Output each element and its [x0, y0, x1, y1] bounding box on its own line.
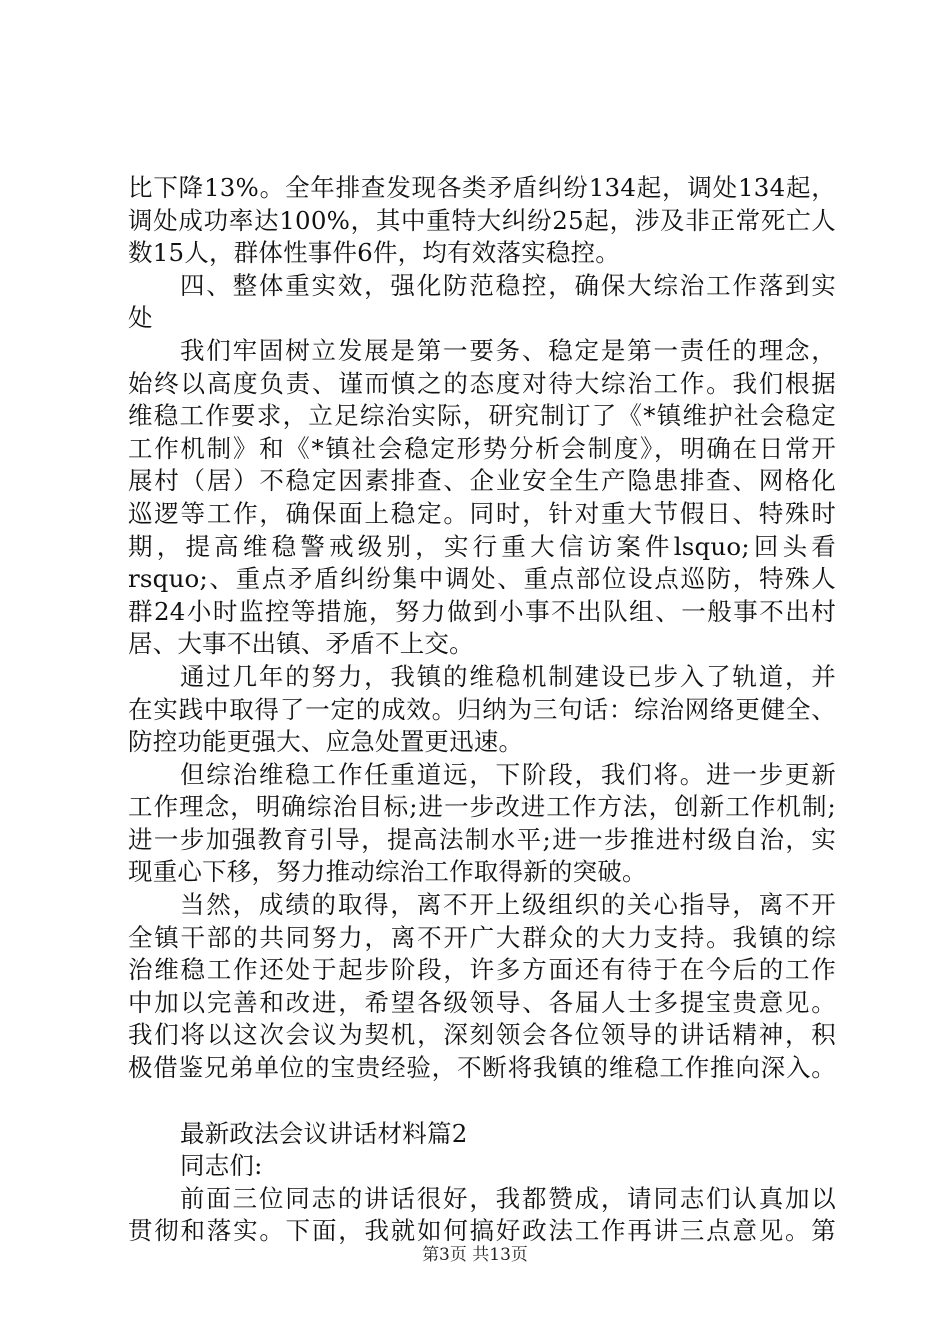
text-line: 贯彻和落实。下面，我就如何搞好政法工作再讲三点意见。第: [128, 1216, 836, 1246]
text-line: 居、大事不出镇、矛盾不上交。: [128, 629, 474, 659]
text-line: 维稳工作要求，立足综治实际，研究制订了《*镇维护社会稳定: [128, 401, 836, 431]
text-line: 现重心下移，努力推动综治工作取得新的突破。: [128, 857, 647, 887]
text-line: 始终以高度负责、谨而慎之的态度对待大综治工作。我们根据: [128, 368, 836, 398]
text-line: 当然，成绩的取得，离不开上级组织的关心指导，离不开: [180, 890, 836, 920]
text-line: 在实践中取得了一定的成效。归纳为三句话：综治网络更健全、: [128, 694, 836, 724]
section-title: 最新政法会议讲话材料篇2: [180, 1118, 468, 1148]
closing-paragraph: [128, 1183, 836, 1248]
text-line: 巡逻等工作，确保面上稳定。同时，针对重大节假日、特殊时: [128, 498, 836, 528]
text-line: 进一步加强教育引导，提高法制水平;进一步推进村级自治，实: [128, 824, 836, 854]
text-line: 工作理念，明确综治目标;进一步改进工作方法，创新工作机制;: [128, 792, 836, 822]
text-line: 但综治维稳工作任重道远，下阶段，我们将。进一步更新: [180, 759, 836, 789]
text-line: 全镇干部的共同努力，离不开广大群众的大力支持。我镇的综: [128, 922, 836, 952]
text-line: 期，提高维稳警戒级别，实行重大信访案件lsquo;回头看: [128, 531, 836, 561]
text-line: 数15人，群体性事件6件，均有效落实稳控。: [128, 238, 620, 268]
salutation: 同志们:: [180, 1151, 263, 1181]
text-line: 处: [128, 303, 153, 333]
body-paragraphs: [128, 172, 836, 1085]
text-line: 调处成功率达100%，其中重特大纠纷25起，涉及非正常死亡人: [128, 205, 836, 235]
text-line: 我们将以这次会议为契机，深刻领会各位领导的讲话精神，积: [128, 1020, 836, 1050]
paragraph-gap: [128, 1085, 836, 1118]
page-footer: 第3页 共13页: [422, 1245, 528, 1265]
text-line: 中加以完善和改进，希望各级领导、各届人士多提宝贵意见。: [128, 987, 836, 1017]
text-line: 工作机制》和《*镇社会稳定形势分析会制度》，明确在日常开: [128, 433, 836, 463]
text-line: 展村（居）不稳定因素排查、企业安全生产隐患排查、网格化: [128, 466, 836, 496]
text-line: 我们牢固树立发展是第一要务、稳定是第一责任的理念，: [180, 335, 836, 365]
text-line: rsquo;、重点矛盾纠纷集中调处、重点部位设点巡防，特殊人: [128, 564, 836, 594]
text-line: 群24小时监控等措施，努力做到小事不出队组、一般事不出村: [128, 596, 836, 626]
document-body: [128, 172, 836, 1248]
text-line: 比下降13%。全年排查发现各类矛盾纠纷134起，调处134起，: [128, 173, 836, 202]
text-line: 治维稳工作还处于起步阶段，许多方面还有待于在今后的工作: [128, 955, 836, 985]
text-line: 防控功能更强大、应急处置更迅速。: [128, 727, 524, 757]
text-line: 通过几年的努力，我镇的维稳机制建设已步入了轨道，并: [180, 661, 836, 691]
text-line: 前面三位同志的讲话很好，我都赞成，请同志们认真加以: [180, 1183, 836, 1213]
text-line: 四、整体重实效，强化防范稳控，确保大综治工作落到实: [180, 270, 836, 300]
text-line: 极借鉴兄弟单位的宝贵经验，不断将我镇的维稳工作推向深入。: [128, 1053, 836, 1083]
